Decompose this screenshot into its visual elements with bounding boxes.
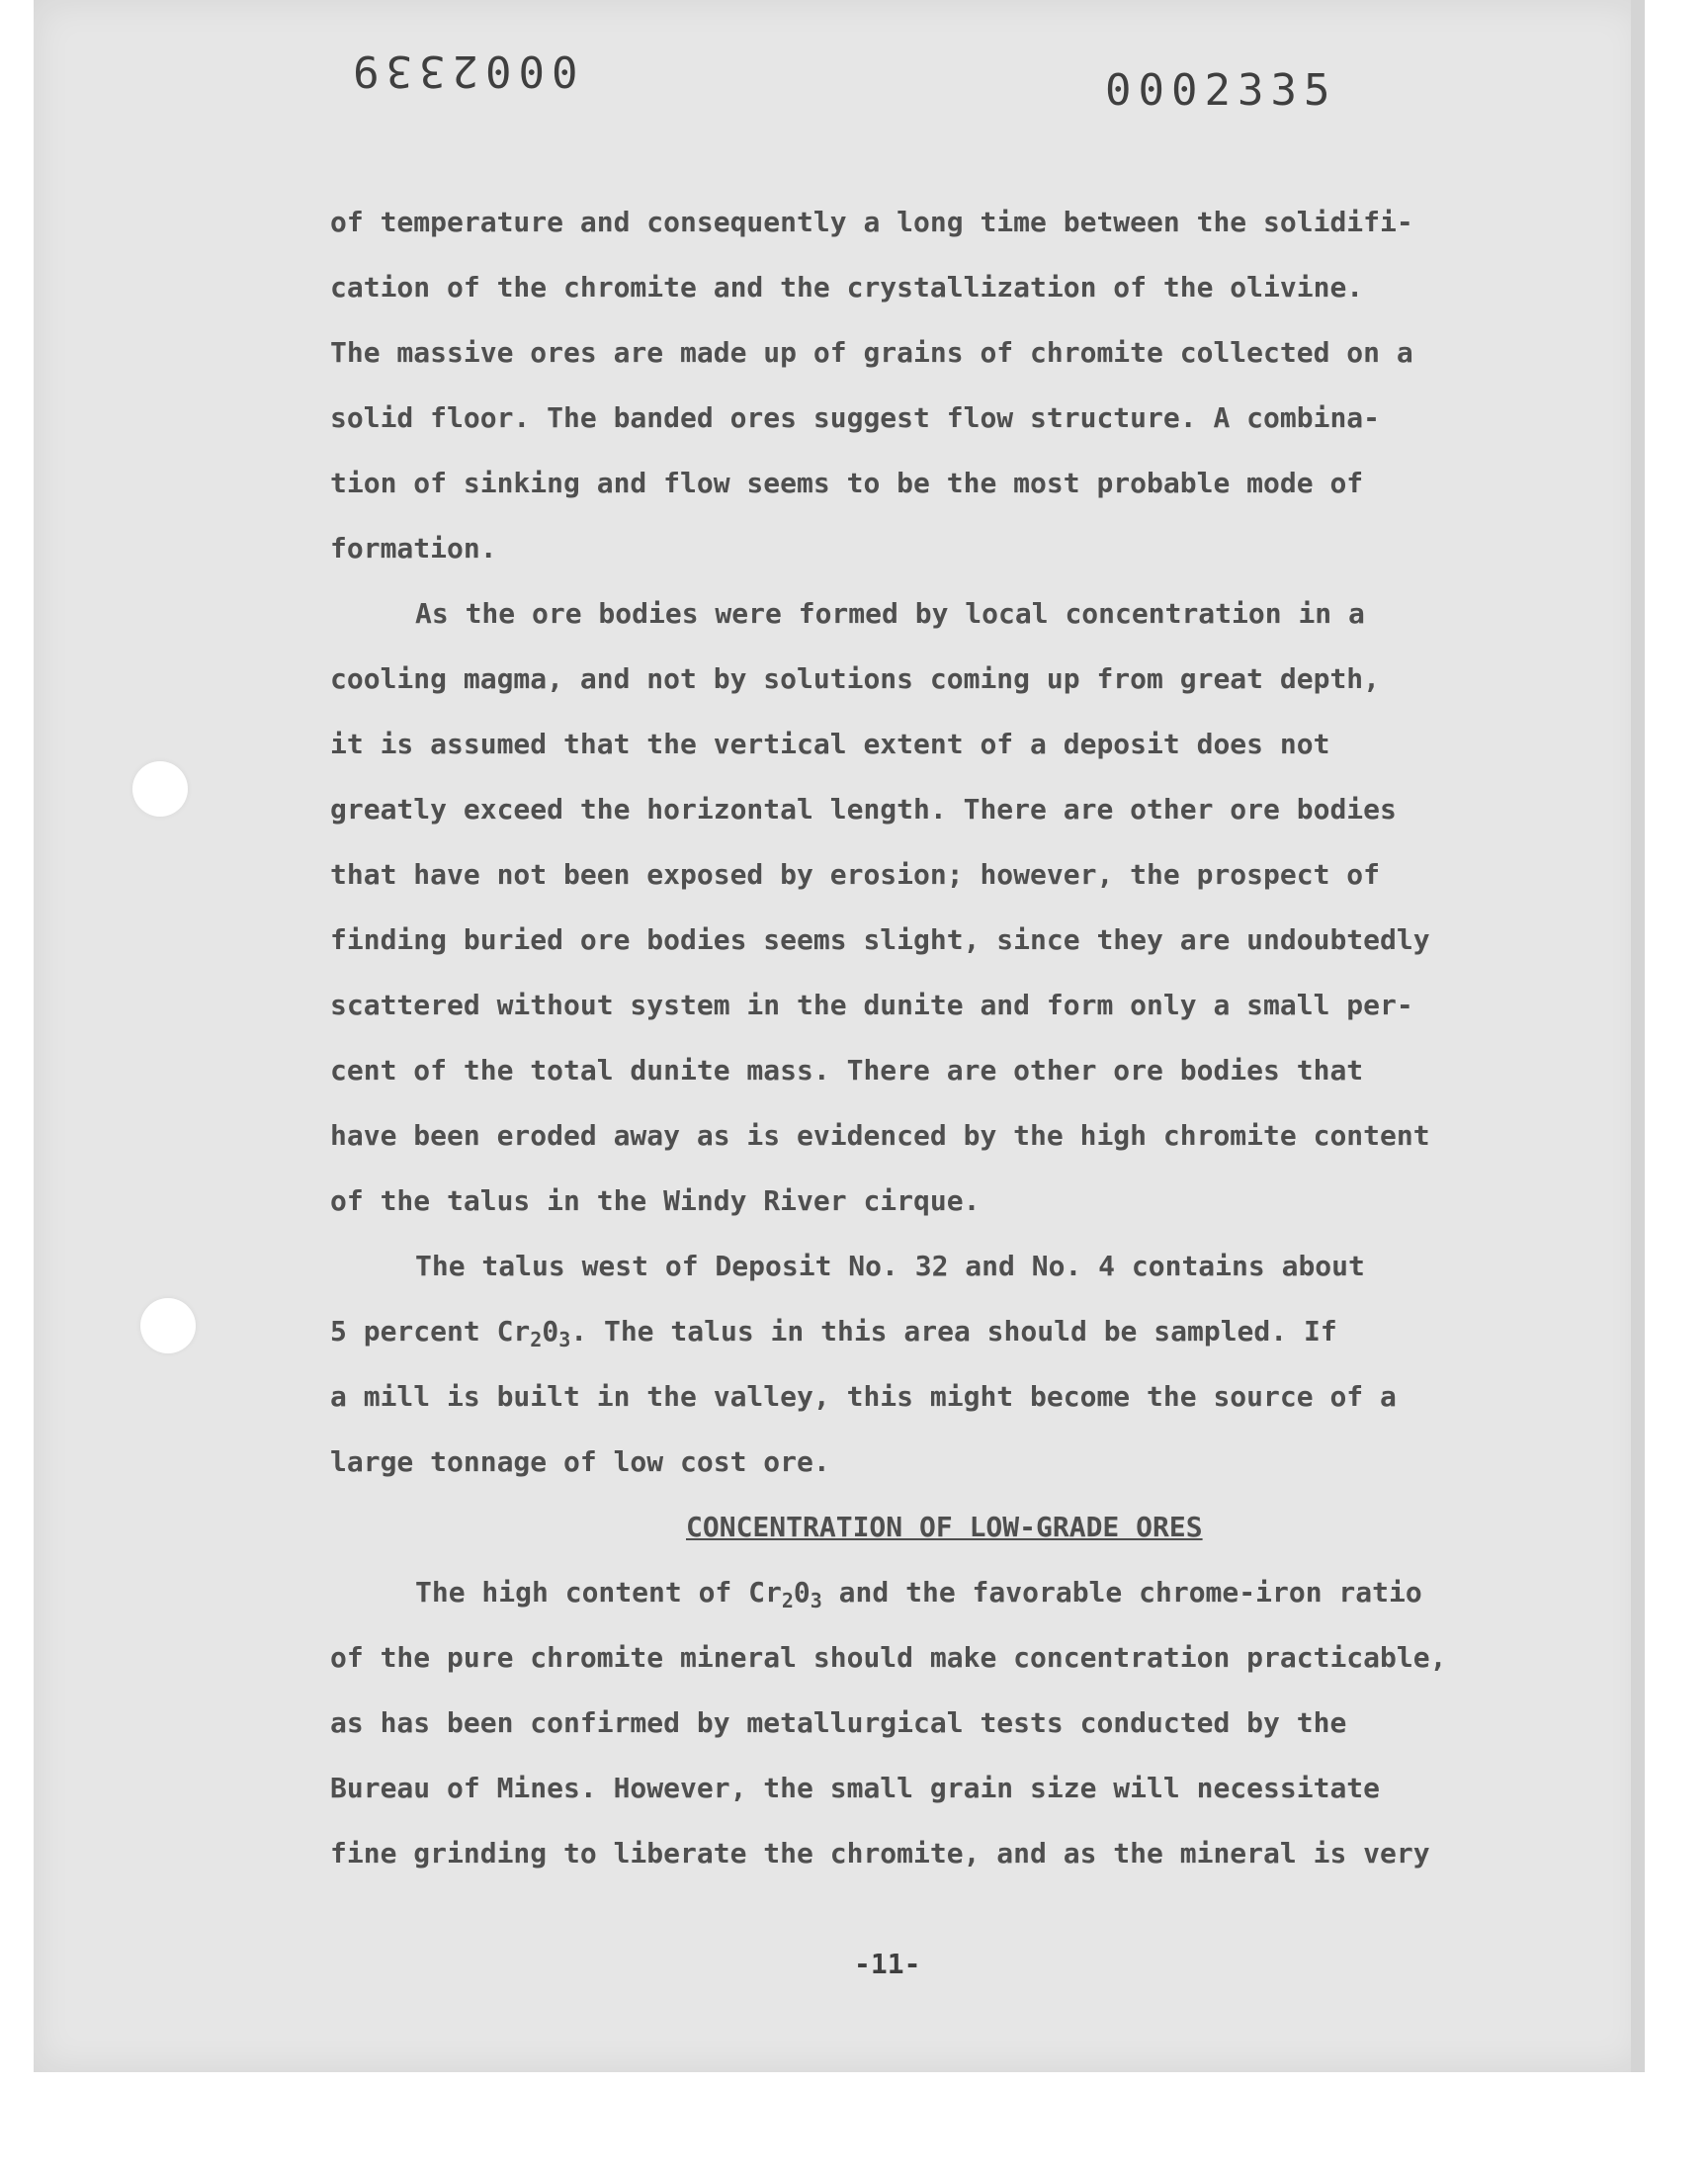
text-line: The talus west of Deposit No. 32 and No. 4 contains about — [415, 1250, 1365, 1282]
text-line: of the pure chromite mineral should make concentration practicable, — [330, 1641, 1447, 1674]
text-line: have been eroded away as is evidenced by the high chromite content — [330, 1119, 1430, 1152]
punch-hole — [140, 1298, 196, 1353]
document-number-stamp-inverted: 0002339 — [346, 45, 578, 96]
text-line: of the talus in the Windy River cirque. — [330, 1184, 981, 1217]
page-number: -11- — [854, 1948, 921, 1980]
text-line: scattered without system in the dunite and form only a small per- — [330, 989, 1413, 1021]
text-fragment: . The talus in this area should be sampled. If — [570, 1315, 1337, 1348]
text-line: greatly exceed the horizontal length. There are other ore bodies — [330, 793, 1397, 826]
subscript: 3 — [558, 1328, 571, 1351]
text-fragment: The high content of Cr — [415, 1576, 782, 1609]
text-line: large tonnage of low cost ore. — [330, 1445, 830, 1478]
punch-hole — [132, 761, 188, 817]
document-number-stamp: 0002335 — [1105, 65, 1337, 116]
text-line: As the ore bodies were formed by local concentration in a — [415, 597, 1365, 630]
text-line: fine grinding to liberate the chromite, and as the mineral is very — [330, 1837, 1430, 1870]
subscript: 3 — [810, 1589, 822, 1612]
text-fragment: 0 — [542, 1315, 559, 1348]
text-line: that have not been exposed by erosion; however, the prospect of — [330, 858, 1381, 891]
text-fragment: 0 — [793, 1576, 811, 1609]
text-line: cooling magma, and not by solutions coming up from great depth, — [330, 662, 1381, 695]
section-heading: CONCENTRATION OF LOW-GRADE ORES — [686, 1511, 1203, 1543]
text-line: Bureau of Mines. However, the small grain size will necessitate — [330, 1772, 1381, 1804]
text-line: The massive ores are made up of grains of chromite collected on a — [330, 336, 1413, 369]
text-line: formation. — [330, 532, 497, 565]
paragraph — [330, 581, 1477, 1234]
text-line: tion of sinking and flow seems to be the most probable mode of — [330, 467, 1364, 499]
text-line: cation of the chromite and the crystallization of the olivine. — [330, 271, 1364, 304]
text-fragment: and the favorable chrome-iron ratio — [821, 1576, 1422, 1609]
text-line: solid floor. The banded ores suggest flow structure. A combina- — [330, 401, 1381, 434]
text-line: of temperature and consequently a long time between the solidifi- — [330, 206, 1413, 238]
paragraph — [330, 1234, 1477, 1495]
text-line: as has been confirmed by metallurgical tests conducted by the — [330, 1706, 1347, 1739]
text-line: a mill is built in the valley, this might become the source of a — [330, 1380, 1397, 1413]
body-text — [330, 190, 1477, 1886]
text-line: cent of the total dunite mass. There are other ore bodies that — [330, 1054, 1364, 1087]
paragraph — [330, 190, 1477, 581]
text-line: finding buried ore bodies seems slight, since they are undoubtedly — [330, 923, 1430, 956]
paragraph — [330, 1560, 1477, 1886]
text-line — [330, 1560, 1477, 1625]
text-line: it is assumed that the vertical extent of a deposit does not — [330, 728, 1330, 760]
subscript: 2 — [530, 1328, 543, 1351]
text-line — [330, 1299, 1477, 1364]
subscript: 2 — [781, 1589, 794, 1612]
text-fragment: 5 percent Cr — [330, 1315, 531, 1348]
